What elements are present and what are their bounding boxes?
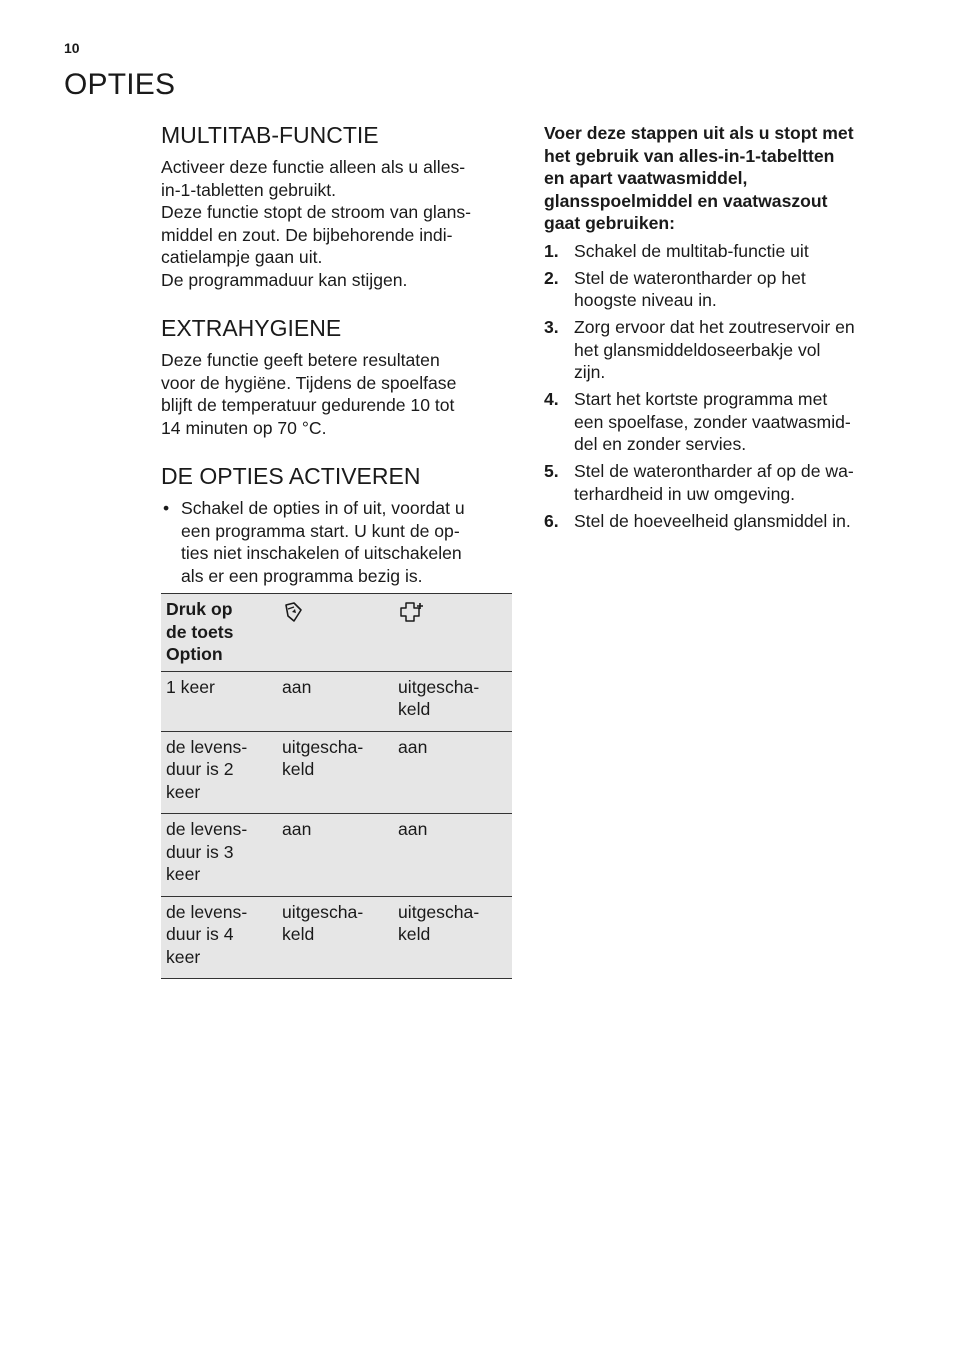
text-line: Schakel de opties in of uit, voordat u: [181, 498, 465, 518]
table-cell: [161, 814, 277, 897]
text-line: als er een programma bezig is.: [181, 565, 423, 586]
text-line: keer: [166, 864, 201, 884]
multitab-text: [161, 156, 513, 291]
text-line: in-1-tabletten gebruikt.: [161, 179, 337, 200]
steps-intro: [544, 122, 904, 235]
text-line: hoogste niveau in.: [574, 290, 717, 310]
text-line: en apart vaatwasmiddel,: [544, 168, 748, 188]
text-line: aan: [282, 676, 312, 697]
header-label-cell: [161, 594, 277, 672]
step-item: [544, 460, 904, 505]
table-cell: [161, 896, 277, 979]
page-title: OPTIES: [64, 68, 176, 101]
text-line: Deze functie geeft betere resultaten: [161, 350, 440, 370]
text-line: terhardheid in uw omgeving.: [574, 483, 796, 504]
text-line: De programmaduur kan stijgen.: [161, 269, 408, 290]
header-extrahygiene-cell: [393, 594, 512, 672]
multitab-section: [161, 120, 513, 291]
table-cell: [161, 731, 277, 814]
step-number: 5.: [544, 461, 559, 481]
steps-list: [544, 240, 904, 533]
step-item: [544, 510, 904, 533]
text-line: del en zonder servies.: [574, 434, 747, 454]
text-line: een programma start. U kunt de op-: [181, 520, 460, 541]
table-cell: [277, 896, 393, 979]
bullet-marker: •: [163, 498, 170, 518]
step-number: 3.: [544, 317, 559, 337]
activeren-section: [161, 461, 513, 979]
text-line: gaat gebruiken:: [544, 213, 675, 233]
bullet-list: [161, 497, 513, 587]
text-line: keer: [166, 781, 201, 802]
text-line: Stel de waterontharder op het: [574, 267, 806, 288]
text-line: keer: [166, 946, 201, 967]
text-line: het glansmiddeldoseerbakje vol: [574, 339, 821, 360]
text-line: 14 minuten op 70 °C.: [161, 417, 327, 438]
step-item: [544, 240, 904, 263]
extrahygiene-section: [161, 313, 513, 439]
text-line: catielampje gaan uit.: [161, 247, 323, 267]
right-column: [544, 122, 904, 537]
bullet-item: [161, 497, 513, 587]
left-column: [161, 120, 513, 979]
text-line: Start het kortste programma met: [574, 389, 828, 409]
text-line: aan: [398, 736, 428, 757]
text-line: ties niet inschakelen of uitschakelen: [181, 543, 462, 563]
table-cell: [161, 671, 277, 731]
text-line: Activeer deze functie alleen als u alles-: [161, 157, 466, 177]
table-row: [161, 671, 512, 731]
text-line: zijn.: [574, 362, 606, 382]
step-number: 1.: [544, 240, 559, 261]
table-cell: [277, 731, 393, 814]
step-number: 6.: [544, 510, 559, 531]
multitab-tablet-icon: [282, 600, 310, 624]
text-line: keld: [398, 924, 431, 944]
table-row: [161, 814, 512, 897]
table-cell: [393, 671, 512, 731]
table-cell: [393, 814, 512, 897]
table-cell: [277, 814, 393, 897]
text-line: keld: [398, 699, 431, 719]
text-line: de levens-: [166, 736, 248, 757]
table-cell: [277, 671, 393, 731]
text-line: Stel de waterontharder af op de wa-: [574, 461, 854, 481]
text-line: het gebruik van alles-in-1-tabeltten: [544, 145, 835, 166]
text-line: duur is 2: [166, 759, 234, 779]
extrahygiene-plus-icon: [398, 600, 426, 624]
extrahygiene-heading: EXTRAHYGIENE: [161, 315, 342, 341]
text-line: glansspoelmiddel en vaatwaszout: [544, 190, 828, 211]
text-line: aan: [282, 819, 312, 839]
step-item: [544, 388, 904, 456]
extrahygiene-text: [161, 349, 513, 439]
text-line: uitgescha-: [398, 901, 480, 922]
text-line: voor de hygiëne. Tijdens de spoelfase: [161, 372, 457, 393]
page-number: 10: [64, 40, 80, 56]
text-line: uitgescha-: [398, 676, 480, 697]
text-line: Schakel de multitab-functie uit: [574, 240, 809, 261]
text-line: Option: [166, 644, 223, 664]
text-line: keld: [282, 759, 315, 779]
text-line: Zorg ervoor dat het zoutreservoir en: [574, 317, 855, 337]
text-line: uitgescha-: [282, 901, 364, 922]
text-line: middel en zout. De bijbehorende indi-: [161, 224, 453, 245]
step-item: [544, 267, 904, 312]
text-line: duur is 4: [166, 924, 234, 944]
options-table: [161, 593, 512, 979]
text-line: aan: [398, 819, 428, 839]
text-line: Druk op: [166, 599, 233, 619]
activeren-heading: DE OPTIES ACTIVEREN: [161, 463, 421, 489]
step-number: 2.: [544, 267, 559, 288]
table-cell: [393, 896, 512, 979]
text-line: Voer deze stappen uit als u stopt met: [544, 123, 854, 143]
text-line: de levens-: [166, 819, 248, 839]
table-row: [161, 731, 512, 814]
header-multitab-cell: [277, 594, 393, 672]
text-line: blijft de temperatuur gedurende 10 tot: [161, 395, 455, 415]
text-line: keld: [282, 924, 315, 944]
text-line: 1 keer: [166, 676, 215, 697]
step-item: [544, 316, 904, 384]
table-cell: [393, 731, 512, 814]
text-line: Stel de hoeveelheid glansmiddel in.: [574, 510, 851, 531]
table-header-row: [161, 594, 512, 672]
step-number: 4.: [544, 389, 559, 409]
table-row: [161, 896, 512, 979]
text-line: duur is 3: [166, 841, 234, 862]
text-line: uitgescha-: [282, 736, 364, 757]
text-line: de toets: [166, 621, 234, 642]
multitab-heading: MULTITAB-FUNCTIE: [161, 122, 379, 148]
text-line: een spoelfase, zonder vaatwasmid-: [574, 411, 851, 432]
text-line: de levens-: [166, 901, 248, 922]
text-line: Deze functie stopt de stroom van glans-: [161, 202, 472, 222]
